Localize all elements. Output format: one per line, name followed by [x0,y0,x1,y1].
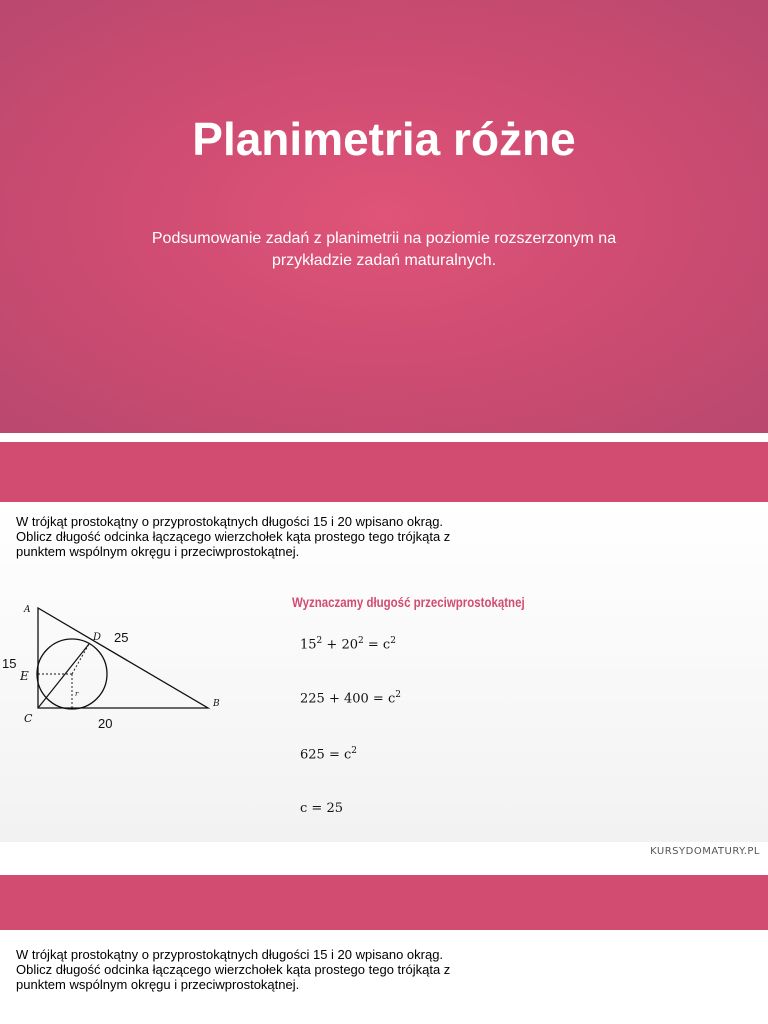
problem-slide-1 [0,442,768,866]
problem-text [16,947,536,992]
brand-watermark: KURSYDOMATURY.PL [650,846,760,857]
problem-line: W trójkąt prostokątny o przyprostokątnych długości 15 i 20 wpisano okrąg. [16,947,444,962]
slide-subtitle: Podsumowanie zadań z planimetrii na poziomie rozszerzonym na przykładzie zadań maturalnych. [151,230,617,269]
problem-line: Oblicz długość odcinka łączącego wierzchołek kąta prostego tego trójkąta z [16,529,451,544]
equation-3: $625 = c^2$ [300,746,357,763]
side-label-hyp: 25 [114,630,129,645]
problem-line: W trójkąt prostokątny o przyprostokątnych długości 15 i 20 wpisano okrąg. [16,514,444,529]
vertex-label-c: C [24,712,33,725]
slide-header-band [0,875,768,930]
side-label-left: 15 [2,656,17,671]
equation-1: $15^2 + 20^2 = c^2$ [300,636,396,653]
problem-text [16,514,536,559]
slide-content [0,502,768,842]
slide-footer [0,842,768,866]
problem-line: Oblicz długość odcinka łączącego wierzchołek kąta prostego tego trójkąta z [16,962,451,977]
vertex-label-e: E [20,669,29,683]
vertex-label-b: B [213,699,220,709]
slide-title: Planimetria różne [192,113,576,165]
equation-4: c = 25 [300,801,343,816]
vertex-label-a: A [24,605,31,615]
title-slide [0,0,768,433]
radius-label: r [75,690,79,698]
side-label-bottom: 20 [98,716,113,731]
slide-separator [0,433,768,442]
equation-2: $225 + 400 = c^2$ [300,690,401,707]
solution-heading: Wyznaczamy długość przeciwprostokątnej [292,594,525,610]
problem-line: punktem wspólnym okręgu i przeciwprostokątnej. [16,977,300,992]
slide-header-band [0,442,768,502]
triangle-figure [0,598,250,738]
problem-line: punktem wspólnym okręgu i przeciwprostokątnej. [16,544,300,559]
slide-separator [0,866,768,875]
center-to-d [72,644,89,674]
right-triangle [38,608,208,708]
segment-cd [38,644,89,708]
vertex-label-d: D [93,632,102,643]
problem-slide-2 [0,875,768,1024]
